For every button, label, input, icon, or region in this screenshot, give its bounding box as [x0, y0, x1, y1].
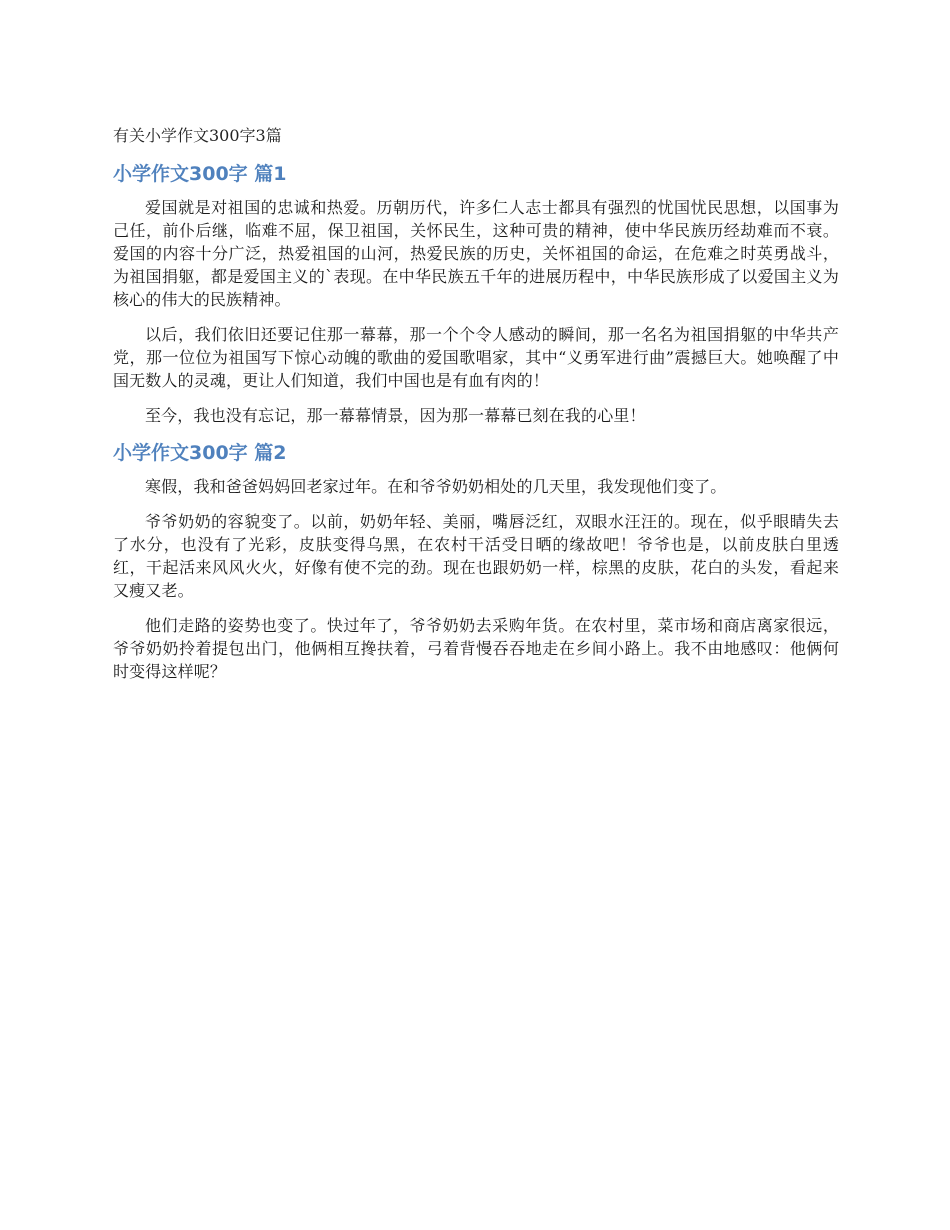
document-content [113, 124, 839, 695]
paragraph: 以后，我们依旧还要记住那一幕幕，那一个个令人感动的瞬间，那一名名为祖国捐躯的中华共产党，那一位位为祖国写下惊心动魄的歌曲的爱国歌唱家，其中“义勇军进行曲”震撼巨大。她唤醒了中国无数人的灵魂，更让人们知道，我们中国也是有血有肉的！ [113, 325, 839, 390]
paragraph: 寒假，我和爸爸妈妈回老家过年。在和爷爷奶奶相处的几天里，我发现他们变了。 [145, 477, 727, 496]
paragraph: 爷爷奶奶的容貌变了。以前，奶奶年轻、美丽，嘴唇泛红，双眼水汪汪的。现在，似乎眼睛失去了水分，也没有了光彩，皮肤变得乌黑，在农村干活受日晒的缘故吧！爷爷也是，以前皮肤白里透红，干起活来风风火火，好像有使不完的劲。现在也跟奶奶一样，棕黑的皮肤，花白的头发，看起来又瘦又老。 [113, 512, 839, 600]
section-heading: 小学作文300字 篇2 [113, 442, 287, 464]
document-title: 有关小学作文300字3篇 [113, 126, 282, 145]
paragraph: 爱国就是对祖国的忠诚和热爱。历朝历代，许多仁人志士都具有强烈的忧国忧民思想，以国事为己任，前仆后继，临难不屈，保卫祖国，关怀民生，这种可贵的精神，使中华民族历经劫难而不衰。爱国的内容十分广泛，热爱祖国的山河，热爱民族的历史，关怀祖国的命运，在危难之时英勇战斗，为祖国捐躯，都是爱国主义的`表现。在中华民族五千年的进展历程中，中华民族形成了以爱国主义为核心的伟大的民族精神。 [113, 198, 839, 309]
essay-section-1 [113, 160, 839, 427]
section-heading: 小学作文300字 篇1 [113, 163, 287, 185]
paragraph: 至今，我也没有忘记，那一幕幕情景，因为那一幕幕已刻在我的心里！ [145, 406, 646, 425]
essay-section-2 [113, 439, 839, 683]
paragraph: 他们走路的姿势也变了。快过年了，爷爷奶奶去采购年货。在农村里，菜市场和商店离家很远，爷爷奶奶拎着提包出门，他俩相互搀扶着，弓着背慢吞吞地走在乡间小路上。我不由地感叹：他俩何时变得这样呢？ [113, 616, 839, 681]
